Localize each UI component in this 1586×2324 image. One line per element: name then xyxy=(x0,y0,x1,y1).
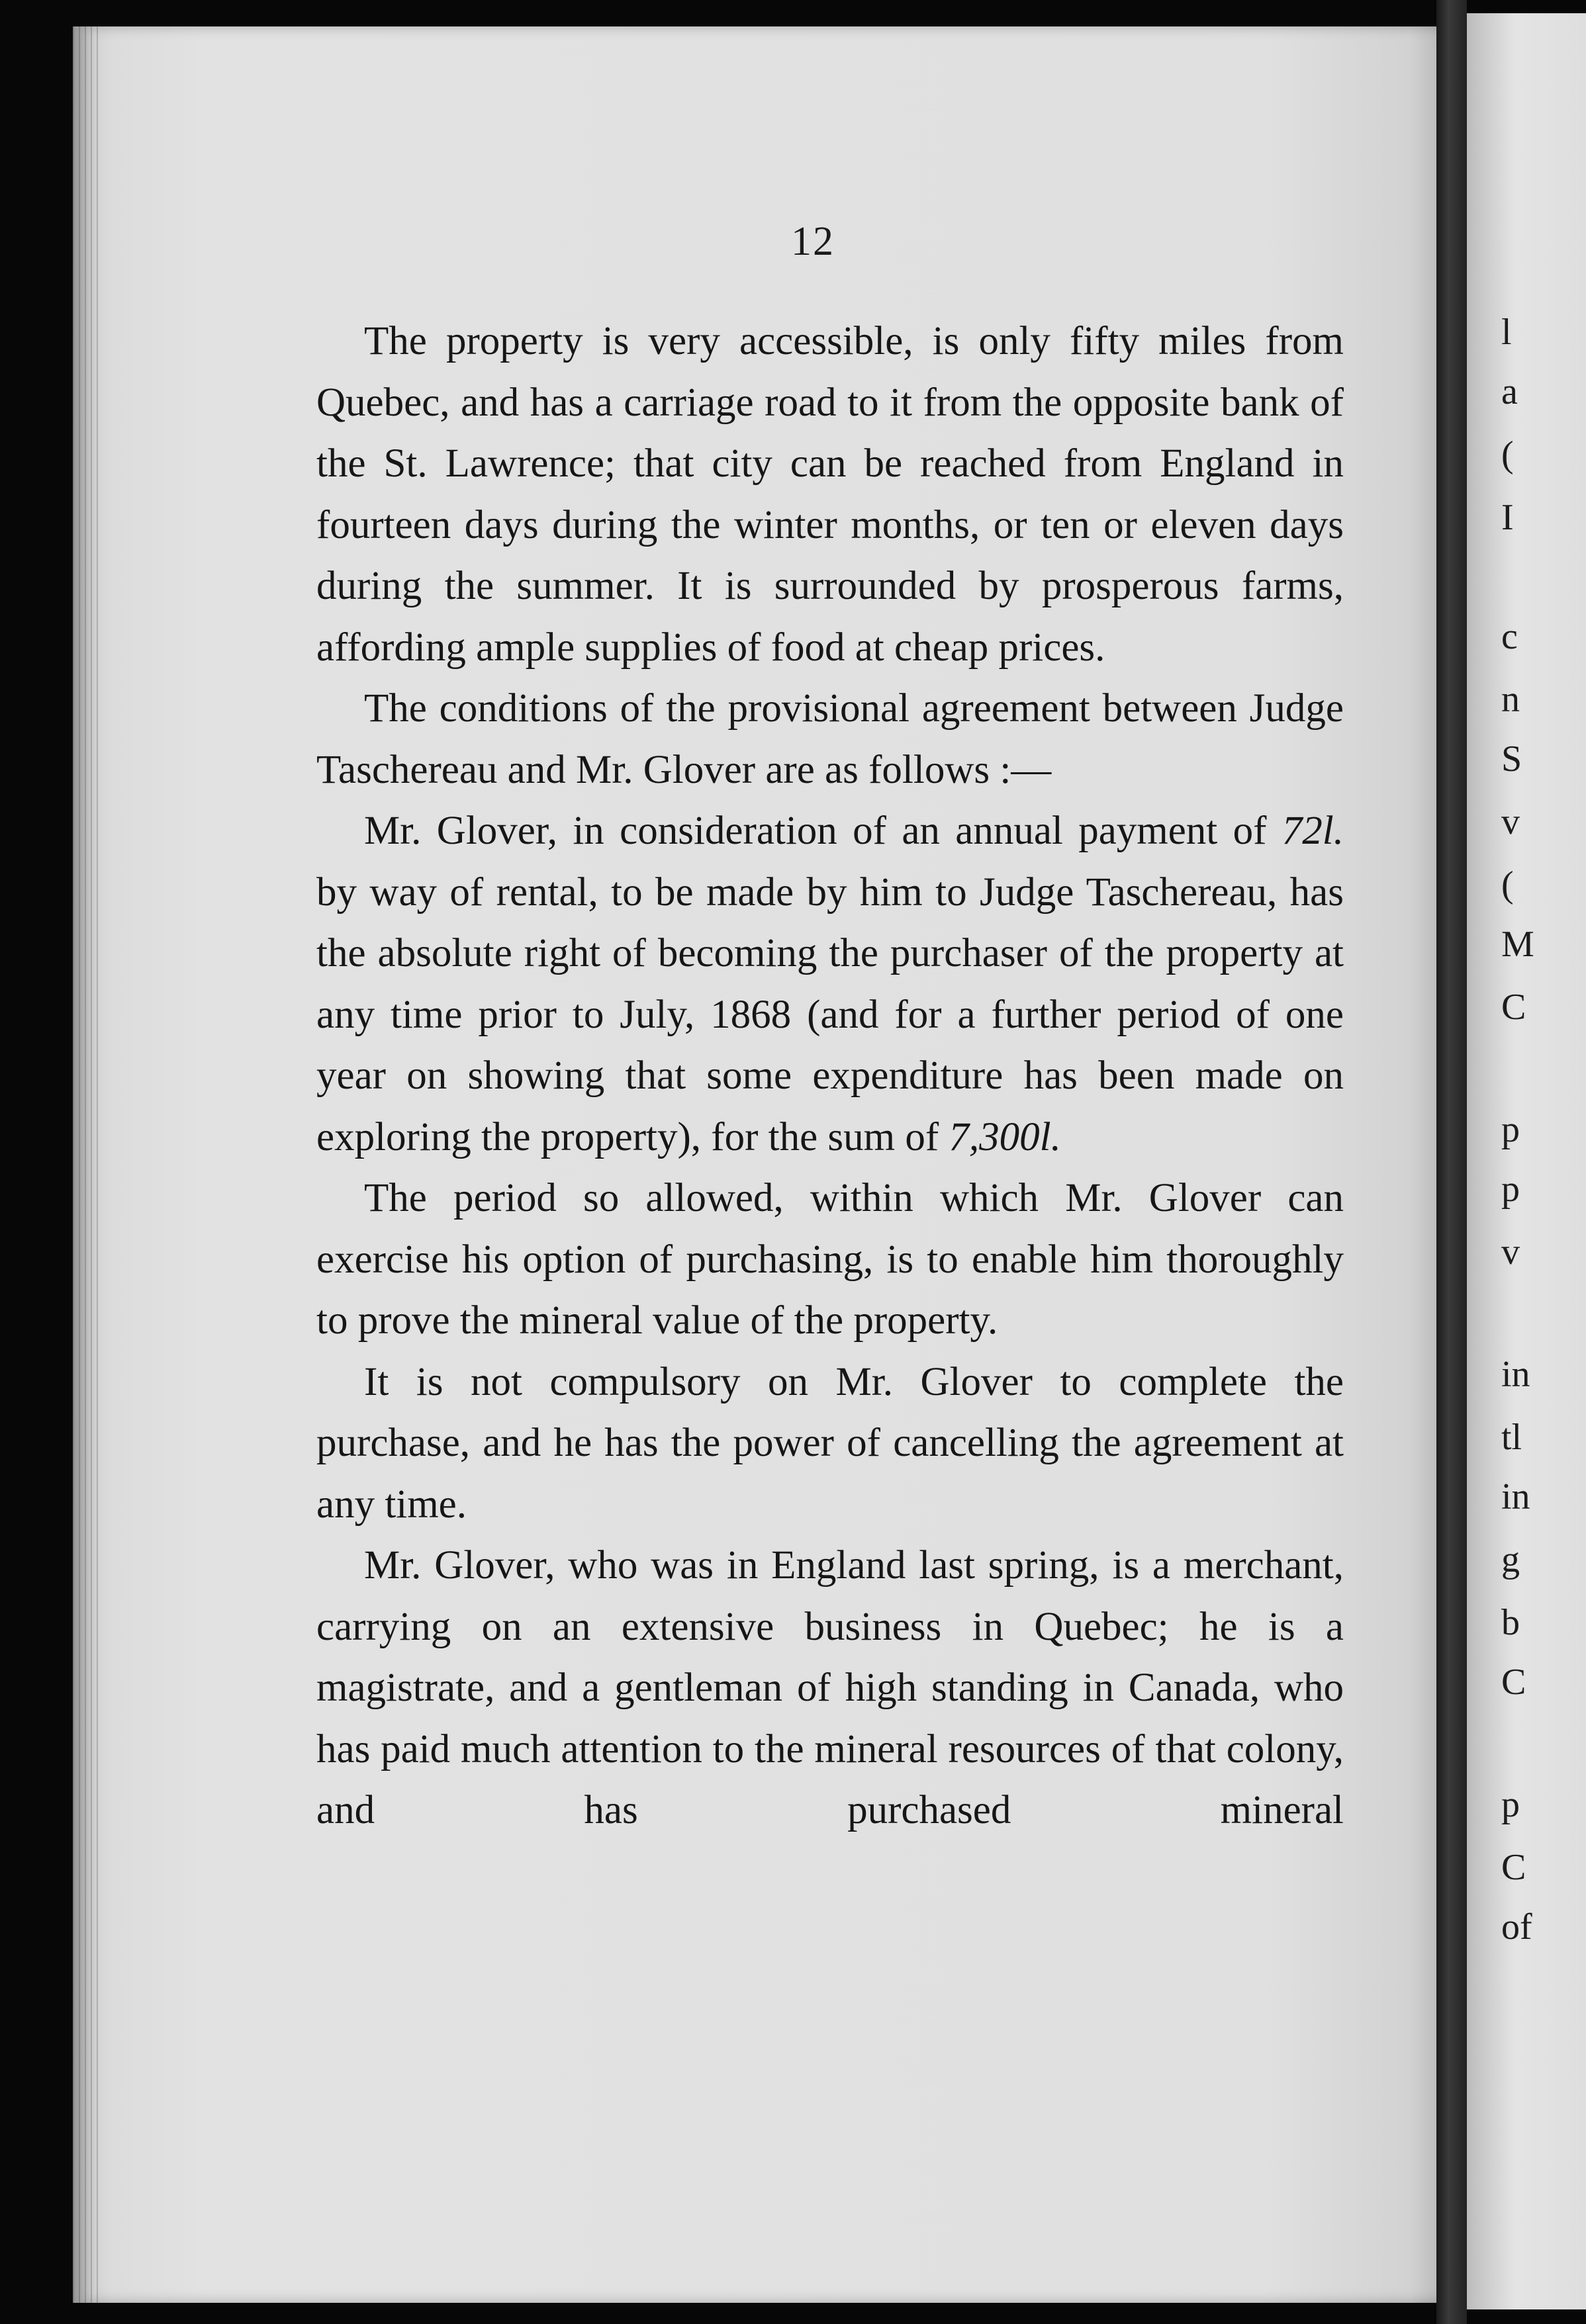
paragraph-period: The period so allowed, within which Mr. Glover can exercise his option of purchasing, is to enable him thoroughly to prove the mineral value of the property. xyxy=(316,1176,1344,1343)
page-number: 12 xyxy=(791,219,835,264)
page-body-text xyxy=(316,311,1344,1842)
adjacent-page-letter: ( xyxy=(1501,864,1514,905)
adjacent-page-letter: g xyxy=(1501,1539,1520,1580)
annual-payment-amount: 72l. xyxy=(1282,809,1344,853)
adjacent-page-letter: c xyxy=(1501,616,1518,657)
adjacent-page-letter: of xyxy=(1501,1906,1532,1947)
adjacent-page-letter: v xyxy=(1501,1231,1520,1273)
paragraph-conditions: The conditions of the provisional agreement between Judge Taschereau and Mr. Glover are as follows :— xyxy=(316,686,1344,792)
adjacent-page-letter: p xyxy=(1501,1109,1520,1150)
adjacent-page xyxy=(1467,13,1586,2309)
paragraph-accessibility: The property is very accessible, is only fifty miles from Quebec, and has a carriage road to it from the opposite bank of the St. Lawrence; that city can be reached from England in fourteen days during the winter months, or ten or eleven days during the summer. It is surrounded by prosperous farms, affording ample supplies of food at cheap prices. xyxy=(316,319,1344,670)
book-gutter xyxy=(1436,0,1467,2324)
adjacent-page-letter: in xyxy=(1501,1476,1530,1517)
adjacent-page-letter: n xyxy=(1501,679,1520,720)
paragraph-payment-middle: by way of rental, to be made by him to Judge Taschereau, has the absolute right of becoming the purchaser of the property at any time prior to July, 1868 (and for a further period of one year on showing that some expenditure has been made on exploring the property), for the sum of xyxy=(316,870,1344,1159)
adjacent-page-letter: C xyxy=(1501,987,1526,1028)
paragraph-payment-before: Mr. Glover, in consideration of an annual payment of xyxy=(364,809,1282,853)
adjacent-page-letter: v xyxy=(1501,801,1520,842)
adjacent-page-letter: M xyxy=(1501,924,1534,965)
adjacent-page-letter: b xyxy=(1501,1602,1520,1643)
adjacent-page-letter: C xyxy=(1501,1662,1526,1703)
purchase-sum: 7,300l. xyxy=(949,1114,1061,1159)
adjacent-page-letter: C xyxy=(1501,1847,1526,1888)
adjacent-page-letter: l xyxy=(1501,312,1512,353)
adjacent-page-letter: p xyxy=(1501,1169,1520,1210)
adjacent-page-letter: a xyxy=(1501,371,1518,412)
adjacent-page-letter: tl xyxy=(1501,1417,1522,1458)
paragraph-compulsory: It is not compulsory on Mr. Glover to complete the purchase, and he has the power of cancelling the agreement at any time. xyxy=(316,1359,1344,1527)
adjacent-page-letter: ( xyxy=(1501,434,1514,475)
adjacent-page-letter: p xyxy=(1501,1784,1520,1825)
adjacent-page-letter: I xyxy=(1501,497,1514,538)
page-edge-stack xyxy=(73,26,99,2303)
adjacent-page-letter: in xyxy=(1501,1354,1530,1395)
paragraph-glover: Mr. Glover, who was in England last spring, is a merchant, carrying on an extensive business in Quebec; he is a magistrate, and a gentleman of high standing in Canada, who has paid much attention to the mineral resources of that colony, and has purchased mineral xyxy=(316,1543,1344,1832)
paragraph-payment xyxy=(316,801,1344,1168)
adjacent-page-letter: S xyxy=(1501,738,1522,780)
